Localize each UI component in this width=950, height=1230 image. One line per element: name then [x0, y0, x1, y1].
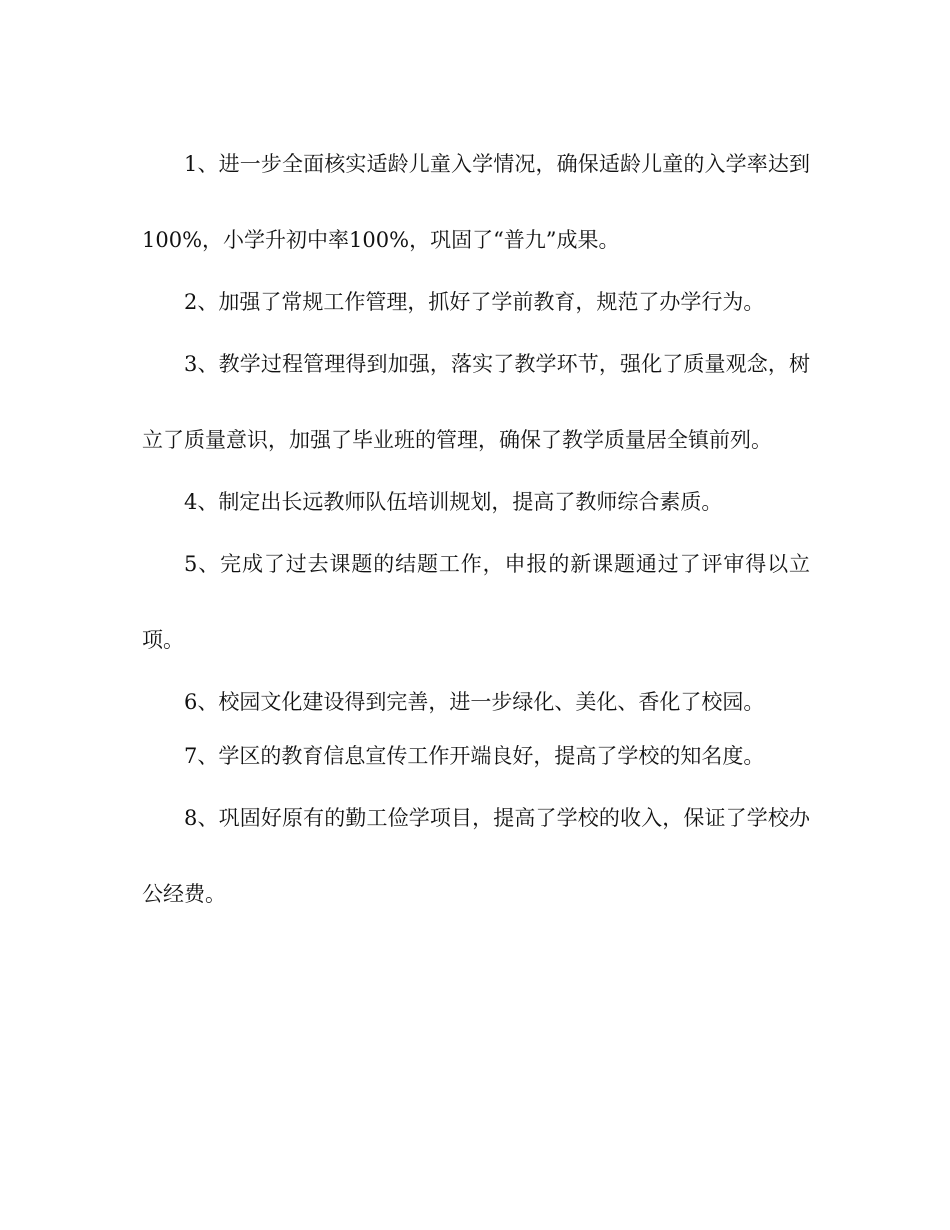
document-body [142, 126, 810, 926]
paragraph-5: 5、完成了过去课题的结题工作，申报的新课题通过了评审得以立项。 [142, 552, 810, 652]
paragraph-7: 7、学区的教育信息宣传工作开端良好，提高了学校的知名度。 [184, 744, 765, 768]
paragraph-1: 1、进一步全面核实适龄儿童入学情况，确保适龄儿童的入学率达到100%，小学升初中率100%，巩固了“普九”成果。 [142, 152, 810, 252]
paragraph-6: 6、校园文化建设得到完善，进一步绿化、美化、香化了校园。 [184, 690, 765, 714]
paragraph-2: 2、加强了常规工作管理，抓好了学前教育，规范了办学行为。 [184, 290, 765, 314]
paragraph-4: 4、制定出长远教师队伍培训规划，提高了教师综合素质。 [184, 490, 723, 514]
paragraph-8: 8、巩固好原有的勤工俭学项目，提高了学校的收入，保证了学校办公经费。 [142, 806, 810, 906]
paragraph-3: 3、教学过程管理得到加强，落实了教学环节，强化了质量观念，树立了质量意识，加强了毕业班的管理，确保了教学质量居全镇前列。 [142, 352, 810, 452]
